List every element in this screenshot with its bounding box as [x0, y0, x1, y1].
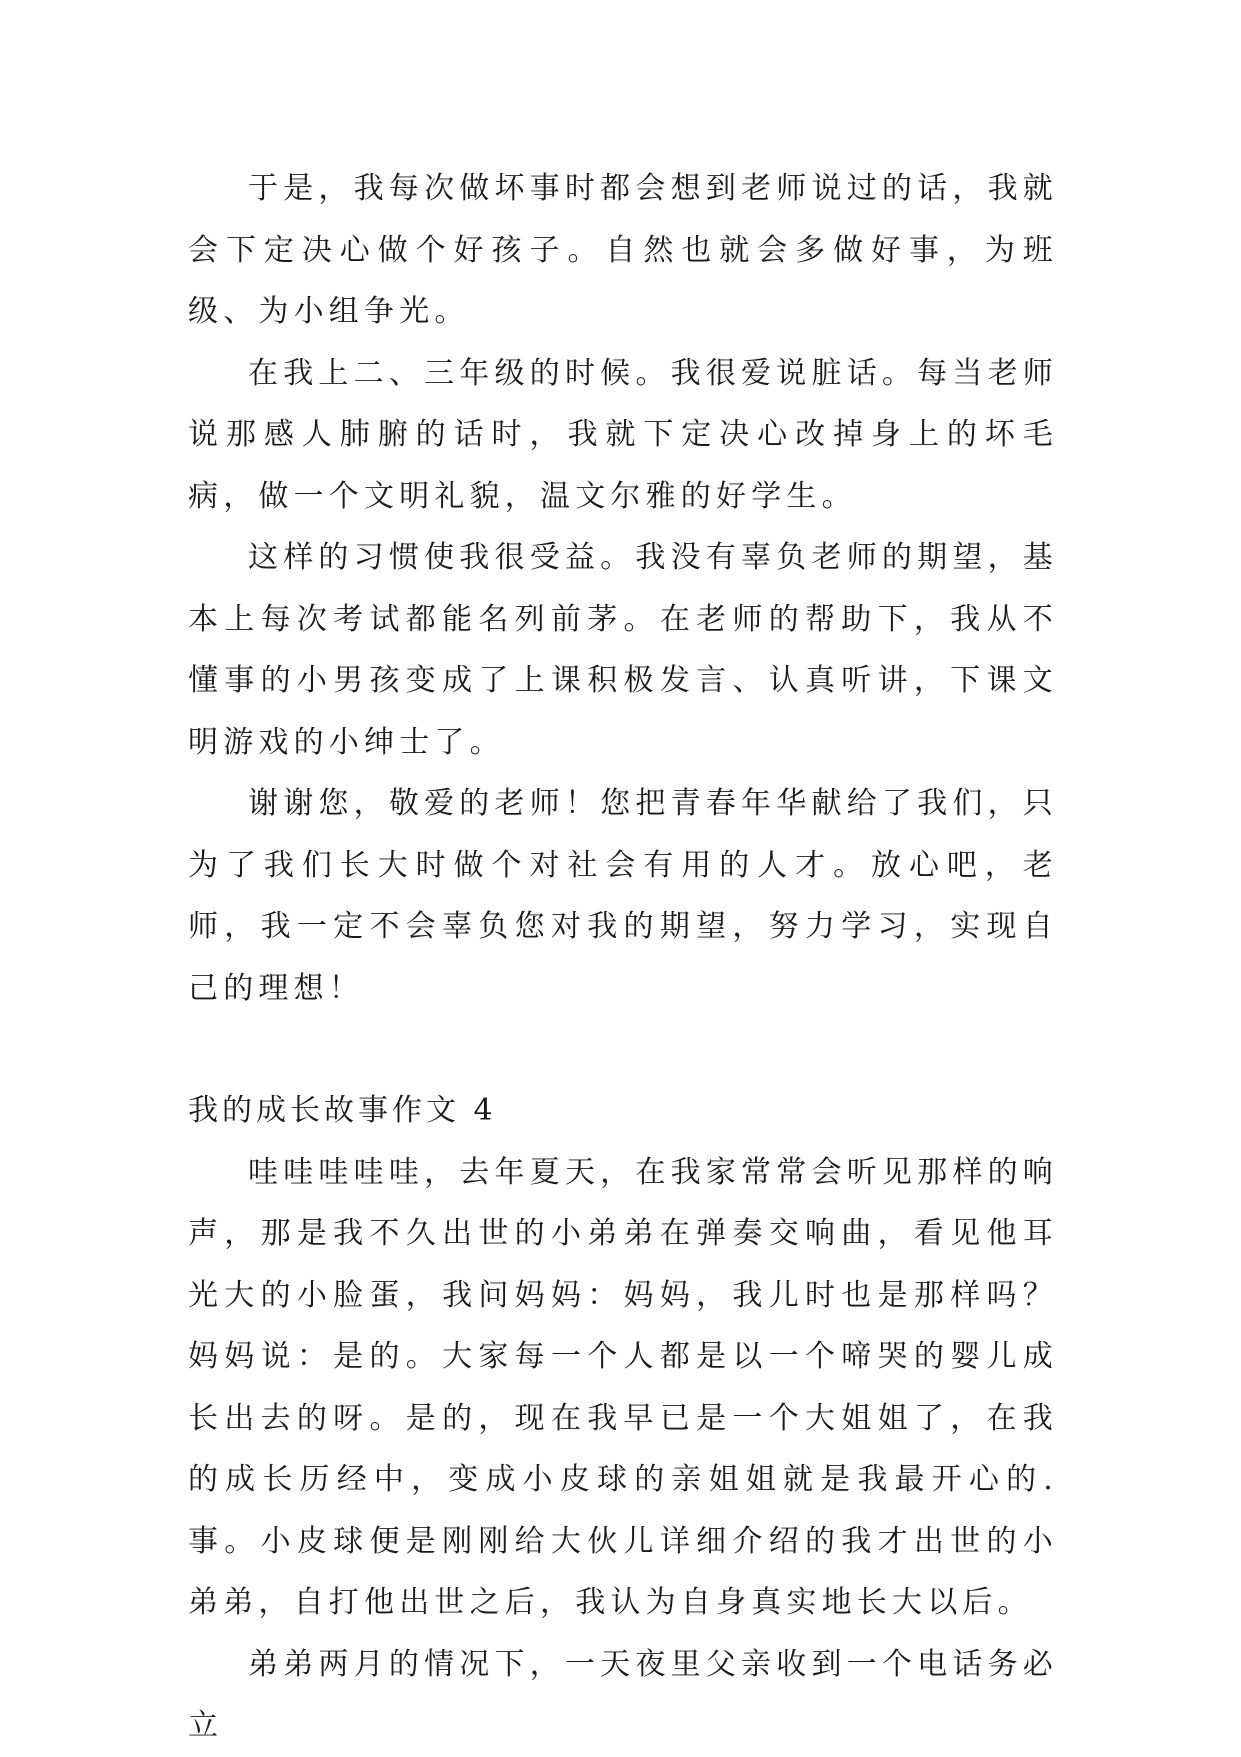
document-body [188, 158, 1058, 1757]
paragraph: 于是，我每次做坏事时都会想到老师说过的话，我就会下定决心做个好孩子。自然也就会多做好事，为班级、为小组争光。 [188, 171, 1058, 329]
paragraph: 谢谢您，敬爱的老师！您把青春年华献给了我们，只为了我们长大时做个对社会有用的人才。放心吧，老师，我一定不会辜负您对我的期望，努力学习，实现自己的理想！ [188, 786, 1058, 1006]
section-title: 我的成长故事作文 4 [188, 1093, 497, 1128]
paragraph: 在我上二、三年级的时候。我很爱说脏话。每当老师说那感人肺腑的话时，我就下定决心改掉身上的坏毛病，做一个文明礼貌，温文尔雅的好学生。 [188, 355, 1058, 514]
paragraph: 哇哇哇哇哇，去年夏天，在我家常常会听见那样的响声，那是我不久出世的小弟弟在弹奏交响曲，看见他耳光大的小脸蛋，我问妈妈：妈妈，我儿时也是那样吗？妈妈说：是的。大家每一个人都是以一个啼哭的婴儿成长出去的呀。是的，现在我早已是一个大姐姐了，在我的成长历经中，变成小皮球的亲姐姐就是我最开心的.事。小皮球便是刚刚给大伙儿详细介绍的我才出世的小弟弟，自打他出世之后，我认为自身真实地长大以后。 [188, 1154, 1058, 1620]
paragraph: 这样的习惯使我很受益。我没有辜负老师的期望，基本上每次考试都能名列前茅。在老师的帮助下，我从不懂事的小男孩变成了上课积极发言、认真听讲，下课文明游戏的小绅士了。 [188, 540, 1058, 760]
paragraph: 弟弟两月的情况下，一天夜里父亲收到一个电话务必立 [188, 1646, 1058, 1743]
